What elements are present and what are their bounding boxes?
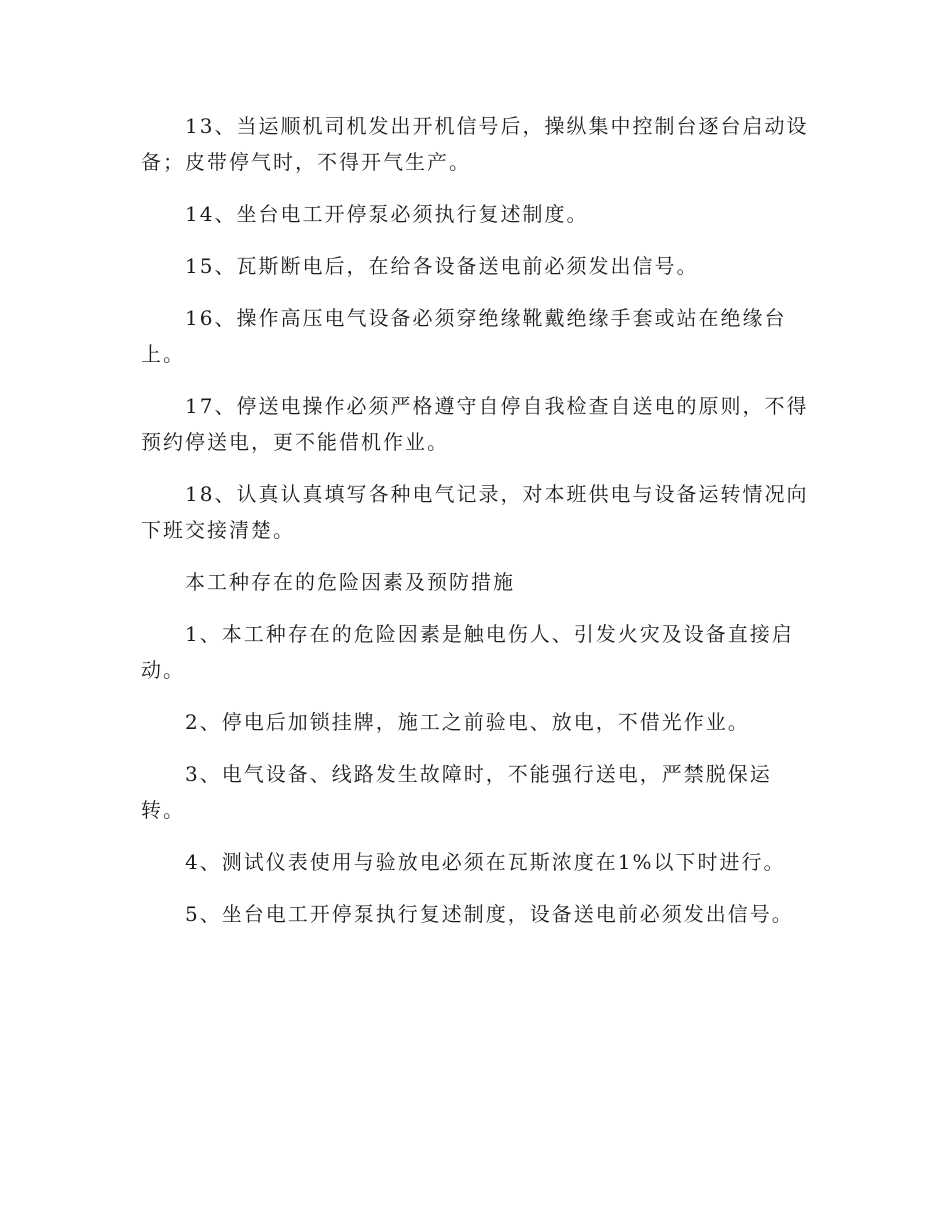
paragraph-hazard-1: 1、本工种存在的危险因素是触电伤人、引发火灾及设备直接启动。 <box>141 622 794 682</box>
paragraph-hazard-5: 5、坐台电工开停泵执行复述制度，设备送电前必须发出信号。 <box>185 902 794 926</box>
paragraph-rule-15: 15、瓦斯断电后，在给各设备送电前必须发出信号。 <box>185 254 699 278</box>
paragraph-rule-13: 13、当运顺机司机发出开机信号后，操纵集中控制台逐台启动设备；皮带停气时，不得开气生产。 <box>141 114 809 174</box>
paragraph-rule-16: 16、操作高压电气设备必须穿绝缘靴戴绝缘手套或站在绝缘台上。 <box>141 306 787 366</box>
paragraph-hazard-4: 4、测试仪表使用与验放电必须在瓦斯浓度在1%以下时进行。 <box>185 850 786 874</box>
paragraph-hazard-3: 3、电气设备、线路发生故障时，不能强行送电，严禁脱保运转。 <box>141 762 772 822</box>
paragraph-rule-18: 18、认真认真填写各种电气记录，对本班供电与设备运转情况向下班交接清楚。 <box>141 482 809 542</box>
document-body <box>141 108 811 948</box>
paragraph-hazard-2: 2、停电后加锁挂牌，施工之前验电、放电，不借光作业。 <box>185 710 750 734</box>
paragraph-rule-17: 17、停送电操作必须严格遵守自停自我检查自送电的原则，不得预约停送电，更不能借机作业。 <box>141 394 809 454</box>
section-heading-hazards: 本工种存在的危险因素及预防措施 <box>185 570 515 594</box>
paragraph-rule-14: 14、坐台电工开停泵必须执行复述制度。 <box>185 202 589 226</box>
